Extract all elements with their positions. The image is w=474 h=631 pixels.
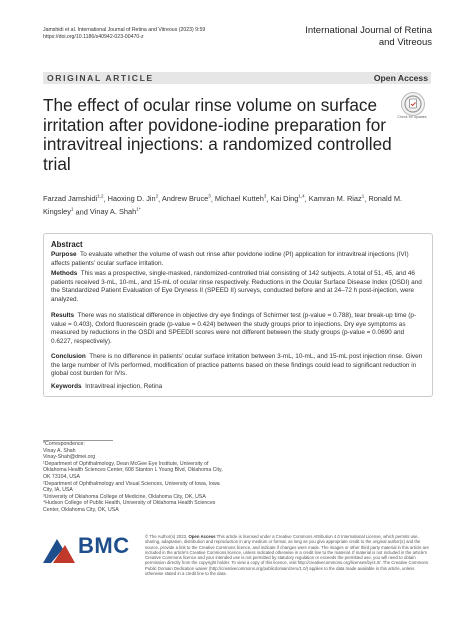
- license-lead: © The Author(s) 2023.: [145, 534, 188, 539]
- license-body: This article is licensed under a Creative Commons Attribution 4.0 International License, which permits use, sharing, adaptation, distribution and reproduction in any medium or format, as long as you give appropriate credit to the original author(s) and the source, provide a link to the Creative Commons licence, and indicate if changes were made. The images or other third party material in this article are included in the article's Creative Commons licence, unless indicated otherwise in a credit line to the material. If material is not included in the article's Creative Commons licence and your intended use is not permitted by statutory regulation or exceeds the permitted use, you will need to obtain permission directly from the copyright holder. To view a copy of this licence, visit http://creativecommons.org/licenses/by/4.0/. The Creative Commons Public Domain Dedication waiver (http://creativecommons.org/publicdomain/zero/1.0/) applies to the data made available in this article, unless otherwise stated in a credit line to the data.: [145, 534, 429, 577]
- affiliation: ⁴Hudson College of Public Health, University of Oklahoma Health Sciences Center, Oklahoma City, OK, USA: [43, 500, 216, 513]
- license-open-access: Open Access: [188, 534, 216, 539]
- abstract-keywords: [51, 383, 425, 392]
- abstract-heading: Abstract: [51, 240, 83, 249]
- abstract-section-label: Purpose: [51, 251, 77, 258]
- article-citation: [43, 27, 253, 41]
- author[interactable]: Ronald M. Kingsley$^1$: [43, 194, 403, 217]
- author[interactable]: Michael Kutteh$^3$: [214, 194, 267, 204]
- article-type-label: ORIGINAL ARTICLE: [47, 73, 154, 83]
- abstract-results: [51, 312, 425, 346]
- abstract-section-label: Methods: [51, 270, 78, 277]
- abstract-keywords-text: Intravitreal injection, Retina: [85, 383, 163, 390]
- abstract-methods-text: This was a prospective, single-masked, randomized-controlled trial consisting of 142 subjects. A total of 51, 45, and 46 patients received 3-mL, 10-mL, and 15-mL of ocular rinse respectively. Reductions in the Ocular Surface Disease Index (OSDI) and the Standardized Patient Evaluation of Eye Dryness II (SPEED II) surveys, conducted before and at 24–72 h post-injection, were analyzed.: [51, 270, 422, 303]
- author[interactable]: Haoxing D. Jin$^2$: [107, 194, 159, 204]
- bmc-logo-text: BMC: [78, 533, 130, 558]
- abstract-purpose: [51, 251, 425, 268]
- author[interactable]: Kai Ding$^{1,4}$: [270, 194, 305, 204]
- citation-line: Jamshidi et al. International Journal of Retina and Vitreous (2023) 9:59: [43, 27, 206, 33]
- affiliation: ¹Department of Ophthalmology, Dean McGee Eye Institute, University of Oklahoma Health Sciences Center, 608 Stanton L Young Blvd, Oklahoma City, OK 73104, USA: [43, 460, 223, 480]
- author-list: Farzad Jamshidi$^{1,2}$, Haoxing D. Jin$^2$, Andrew Bruce$^3$, Michael Kutteh$^3$, Kai Ding$^{1,4}$, Kamran M. Riaz$^1$, Ronald M. Kingsley$^1$ and Vinay A. Shah$^{1*}$: [43, 194, 403, 217]
- abstract-conclusion-text: There is no difference in patients' ocular surface irritation between 3-mL, 10-mL, and 15-mL post injection rinse. Given the large number of IVIs performed, modification of practice patterns based on these findings could lead to significant reduction in global cost burden for IVIs.: [51, 353, 423, 377]
- footnote-line: Vinay A. Shah: [43, 447, 76, 454]
- journal-name-line1: International Journal of Retina: [305, 25, 432, 36]
- abstract-conclusion: [51, 353, 425, 379]
- abstract-results-text: There was no statistical difference in objective dry eye findings of Schirmer test (p-value = 0.788), tear break-up time (p-value = 0.403), Oxford fluorescein grade (p-value = 0.424) between the study groups prior to injections. Dry eye symptoms as measured by reductions in the OSDI and SPEEDII scores were not different between the study groups (p-value = 0.0690 and 0.6227, respectively).: [51, 312, 417, 345]
- abstract-section-label: Conclusion: [51, 353, 86, 360]
- abstract-methods: [51, 270, 425, 304]
- author[interactable]: Kamran M. Riaz$^1$: [308, 194, 365, 204]
- author[interactable]: Andrew Bruce$^3$: [161, 194, 211, 204]
- check-for-updates-graphic: [402, 93, 424, 115]
- footnote-line: *Correspondence:: [43, 441, 85, 447]
- check-for-updates-label: Check for updates: [397, 115, 427, 119]
- correspondence-email[interactable]: Vinay-Shah@dmei.org: [43, 454, 96, 461]
- journal-name: [262, 25, 432, 49]
- correspondence-footnotes: [43, 441, 223, 514]
- abstract-section-label: Keywords: [51, 383, 82, 390]
- affiliation: ²Department of Ophthalmology and Visual Sciences, University of Iowa, Iowa City, IA, USA: [43, 480, 220, 494]
- bmc-logo-mark-icon: [43, 535, 75, 563]
- journal-name-line2: and Vitreous: [378, 37, 432, 48]
- affiliation: ³University of Oklahoma College of Medicine, Oklahoma City, OK, USA: [43, 493, 206, 500]
- license-statement: [145, 534, 432, 576]
- article-title: The effect of ocular rinse volume on surface irritation after povidone-iodine preparation for intravitreal injections: a randomized controlled trial: [43, 95, 392, 174]
- abstract-purpose-text: To evaluate whether the volume of wash out rinse after povidone iodine (PI) application for intravitreal injections (IVI) affects patients' ocular surface irritation.: [51, 251, 409, 267]
- doi-link[interactable]: https://doi.org/10.1186/s40942-023-00470-z: [43, 34, 144, 40]
- open-access-label: Open Access: [373, 73, 428, 83]
- check-for-updates-icon[interactable]: [401, 92, 425, 116]
- author[interactable]: Farzad Jamshidi$^{1,2}$: [43, 194, 104, 204]
- author[interactable]: Vinay A. Shah$^{1*}$: [89, 206, 141, 217]
- abstract-section-label: Results: [51, 312, 75, 319]
